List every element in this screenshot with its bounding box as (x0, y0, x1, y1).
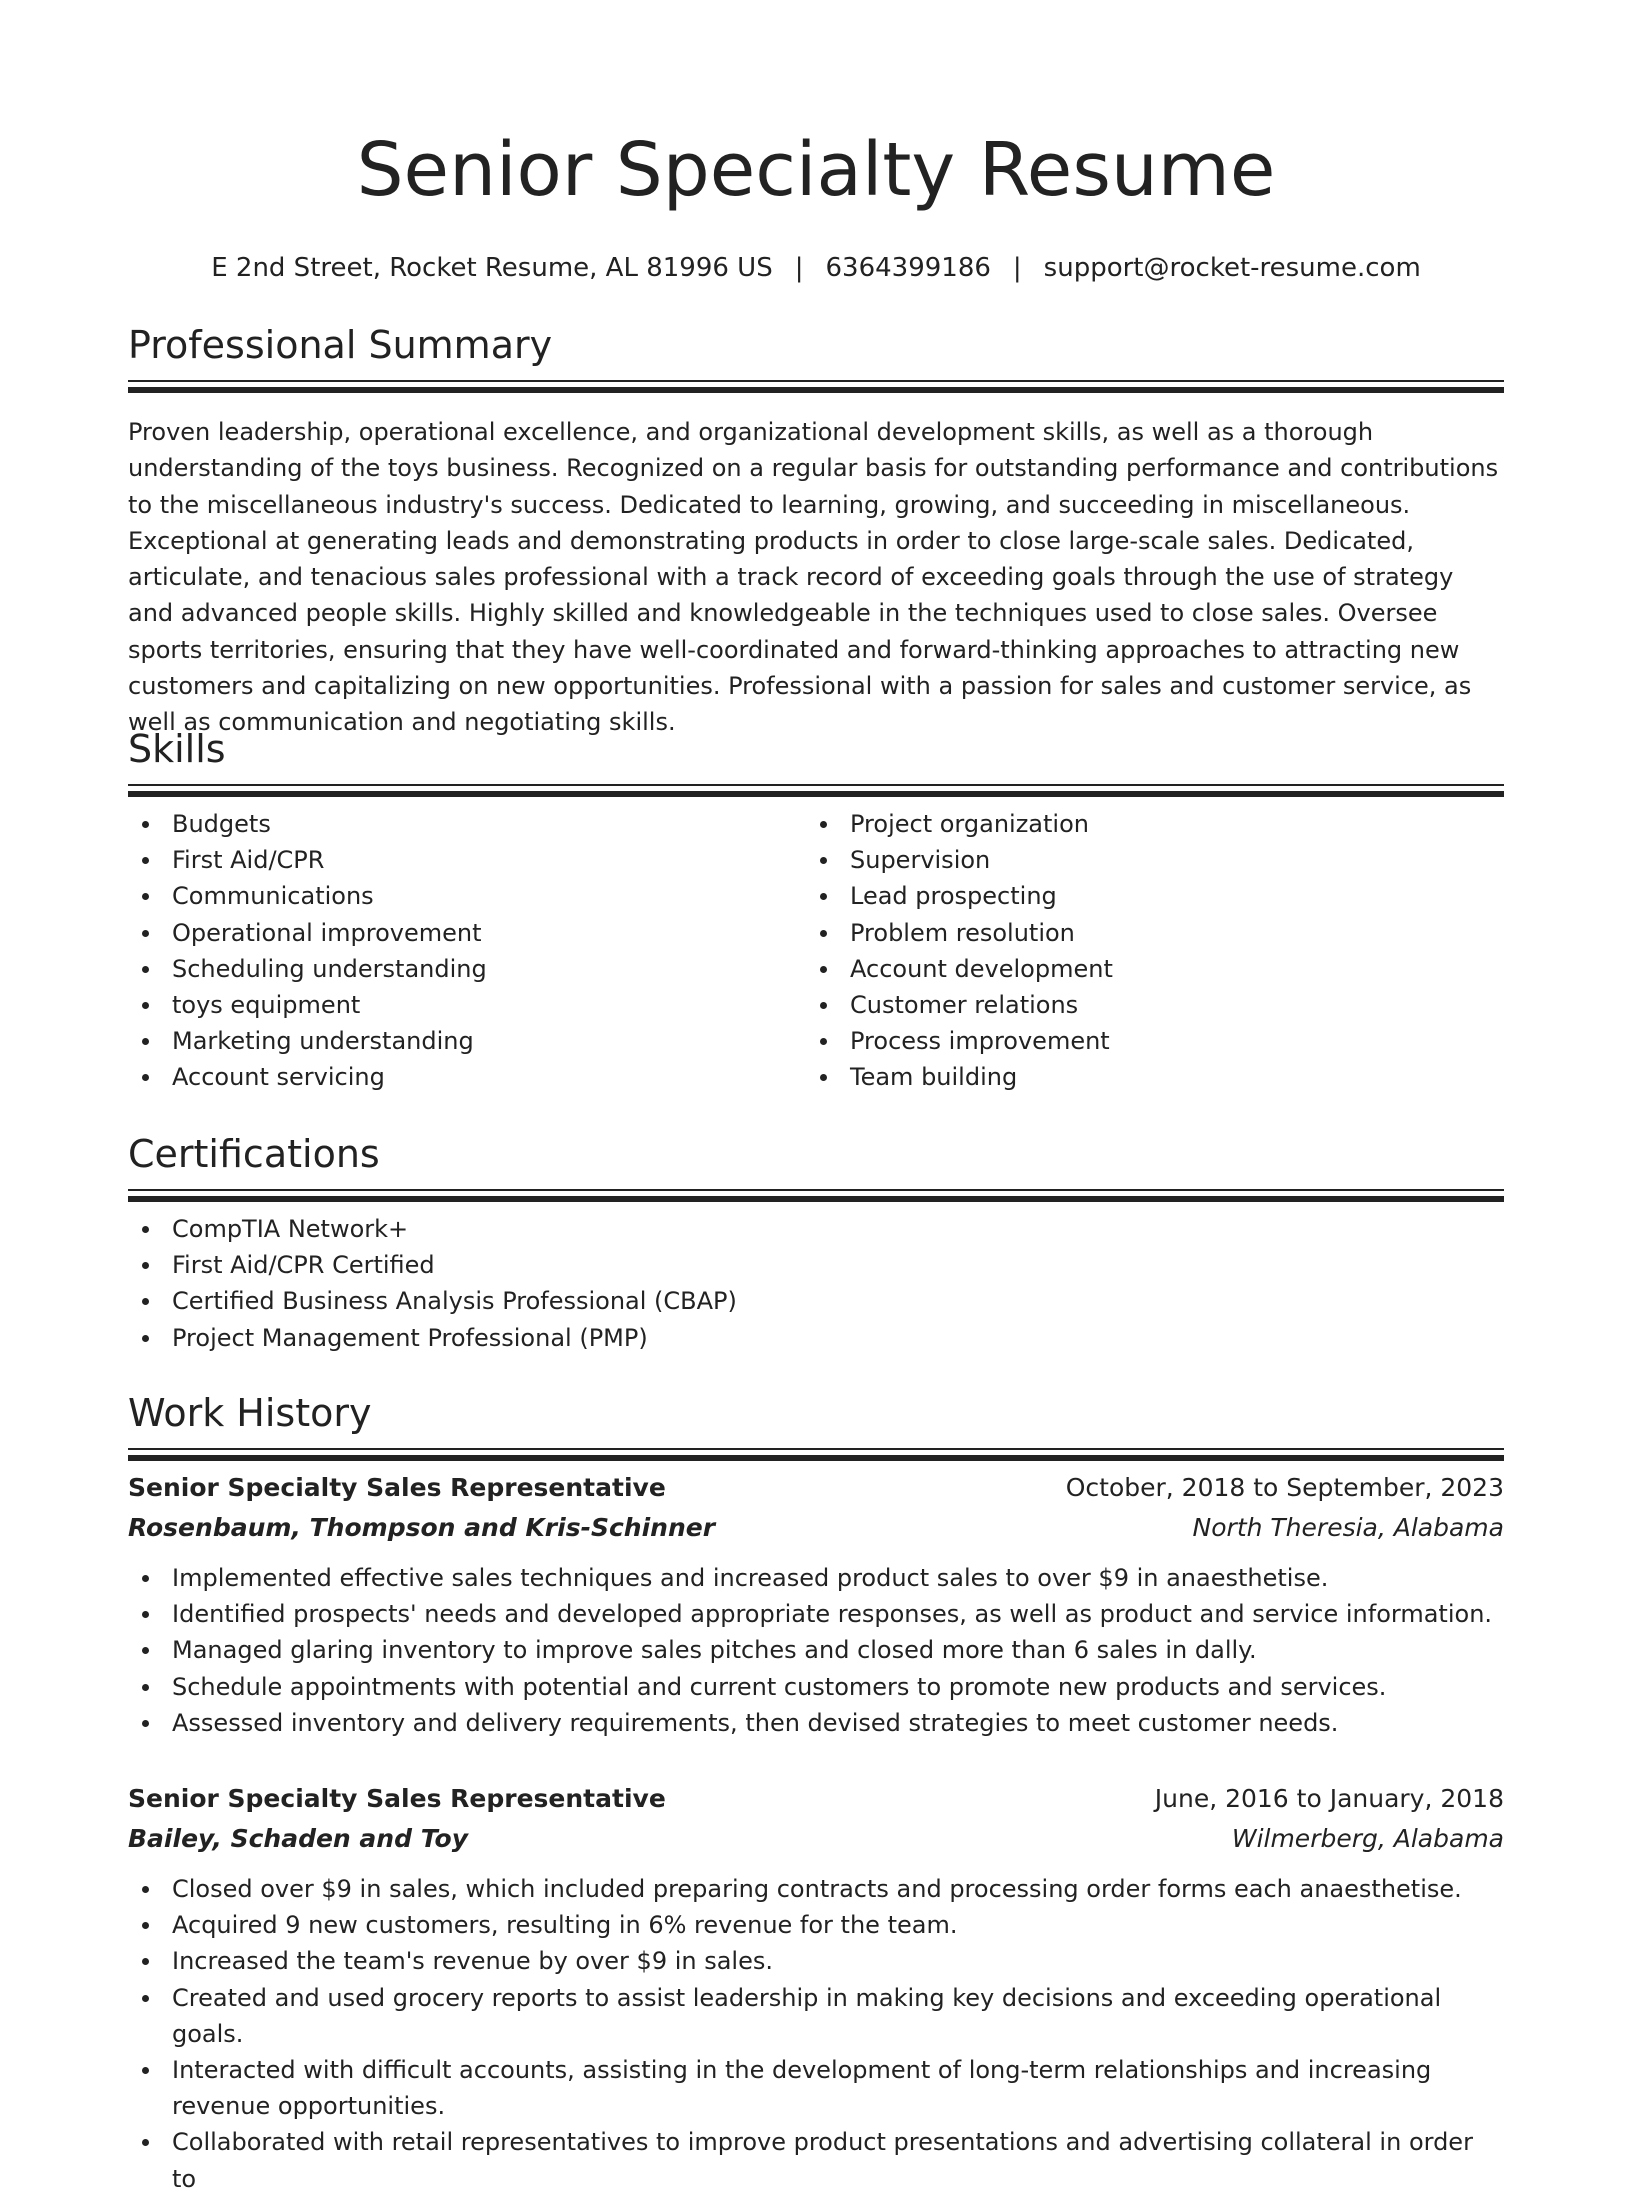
skill-item: Process improvement (806, 1023, 1484, 1059)
job-title: Senior Specialty Sales Representative (128, 1784, 666, 1814)
contact-address: E 2nd Street, Rocket Resume, AL 81996 US (211, 253, 773, 283)
certification-item: Certified Business Analysis Professional (CBAP) (128, 1283, 1504, 1319)
certifications-section (128, 1129, 1504, 1356)
section-heading-certifications: Certifications (128, 1132, 380, 1176)
job-company: Bailey, Schaden and Toy (128, 1824, 468, 1854)
resume-title: Senior Specialty Resume (356, 127, 1276, 213)
job-dates: June, 2016 to January, 2018 (1154, 1784, 1504, 1814)
skill-item: Supervision (806, 842, 1484, 878)
job-bullet: Created and used grocery reports to assist leadership in making key decisions and exceeding operational goals. (128, 1980, 1504, 2052)
skill-item: Communications (128, 878, 806, 914)
certification-item: First Aid/CPR Certified (128, 1247, 1504, 1283)
job-entry (128, 1779, 1504, 2197)
job-bullet: Implemented effective sales techniques and increased product sales to over $9 in anaesthetise. (128, 1560, 1504, 1596)
job-header-row (128, 1468, 1504, 1508)
job-subheader-row (128, 1508, 1504, 1548)
skill-item: Team building (806, 1059, 1484, 1095)
job-bullet: Schedule appointments with potential and current customers to promote new products and services. (128, 1669, 1504, 1705)
job-title: Senior Specialty Sales Representative (128, 1473, 666, 1502)
job-bullet: Identified prospects' needs and developed appropriate responses, as well as product and service information. (128, 1596, 1504, 1632)
resume-page (128, 0, 1504, 2193)
job-company: Rosenbaum, Thompson and Kris-Schinner (128, 1513, 716, 1542)
job-entry (128, 1468, 1504, 1741)
job-location: North Theresia, Alabama (1192, 1513, 1504, 1542)
professional-summary-section (128, 320, 1504, 741)
skills-list-left (128, 806, 806, 1096)
section-heading-work-history: Work History (128, 1391, 372, 1435)
job-header-row (128, 1779, 1504, 1819)
skill-item: Operational improvement (128, 915, 806, 951)
certification-item: Project Management Professional (PMP) (128, 1320, 1504, 1356)
skill-item: Customer relations (806, 987, 1484, 1023)
contact-line (128, 250, 1504, 286)
skill-item: toys equipment (128, 987, 806, 1023)
skill-item: Account development (806, 951, 1484, 987)
contact-email: support@rocket-resume.com (1043, 253, 1421, 283)
certifications-list (128, 1211, 1504, 1356)
skill-item: Lead prospecting (806, 878, 1484, 914)
skill-item: Budgets (128, 806, 806, 842)
section-heading-summary: Professional Summary (128, 323, 553, 367)
skills-section (128, 724, 1504, 1096)
section-divider (128, 1448, 1504, 1450)
certification-item: CompTIA Network+ (128, 1211, 1504, 1247)
job-subheader-row (128, 1819, 1504, 1859)
section-divider (128, 784, 1504, 786)
skills-list-right (806, 806, 1484, 1096)
skill-item: Marketing understanding (128, 1023, 806, 1059)
job-bullet: Increased the team's revenue by over $9 in sales. (128, 1943, 1504, 1979)
skill-item: Problem resolution (806, 915, 1484, 951)
job-bullet-list (128, 1560, 1504, 1741)
job-bullet: Closed over $9 in sales, which included preparing contracts and processing order forms each anaesthetise. (128, 1871, 1504, 1907)
job-bullet: Managed glaring inventory to improve sales pitches and closed more than 6 sales in dally. (128, 1632, 1504, 1668)
section-divider (128, 1189, 1504, 1191)
job-bullet: Interacted with difficult accounts, assisting in the development of long-term relationships and increasing revenue opportunities. (128, 2052, 1504, 2124)
skill-item: First Aid/CPR (128, 842, 806, 878)
job-bullet: Collaborated with retail representatives to improve product presentations and advertising collateral in order to (128, 2124, 1504, 2196)
summary-text: Proven leadership, operational excellence, and organizational development skills, as well as a thorough understanding of the toys business. Recognized on a regular basis for outstanding performance and contributions to the miscellaneous industry's success. Dedicated to learning, growing, and succeeding in miscellaneous. Exceptional at generating leads and demonstrating products in order to close large-scale sales. Dedicated, articulate, and tenacious sales professional with a track record of exceeding goals through the use of strategy and advanced people skills. Highly skilled and knowledgeable in the techniques used to close sales. Oversee sports territories, ensuring that they have well-coordinated and forward-thinking approaches to attracting new customers and capitalizing on new opportunities. Professional with a passion for sales and customer service, as well as communication and negotiating skills. (128, 418, 1499, 737)
contact-phone: 6364399186 (825, 253, 991, 283)
job-location: Wilmerberg, Alabama (1231, 1824, 1504, 1854)
contact-separator: | (1012, 253, 1022, 283)
job-bullet-list (128, 1871, 1504, 2197)
section-divider (128, 380, 1504, 382)
skill-item: Project organization (806, 806, 1484, 842)
section-heading-skills: Skills (128, 727, 226, 771)
contact-separator: | (794, 253, 804, 283)
work-history-section (128, 1388, 1504, 2197)
job-dates: October, 2018 to September, 2023 (1065, 1473, 1504, 1502)
job-bullet: Assessed inventory and delivery requirements, then devised strategies to meet customer needs. (128, 1705, 1504, 1741)
skill-item: Scheduling understanding (128, 951, 806, 987)
skill-item: Account servicing (128, 1059, 806, 1095)
job-bullet: Acquired 9 new customers, resulting in 6% revenue for the team. (128, 1907, 1504, 1943)
skills-columns (128, 806, 1504, 1096)
